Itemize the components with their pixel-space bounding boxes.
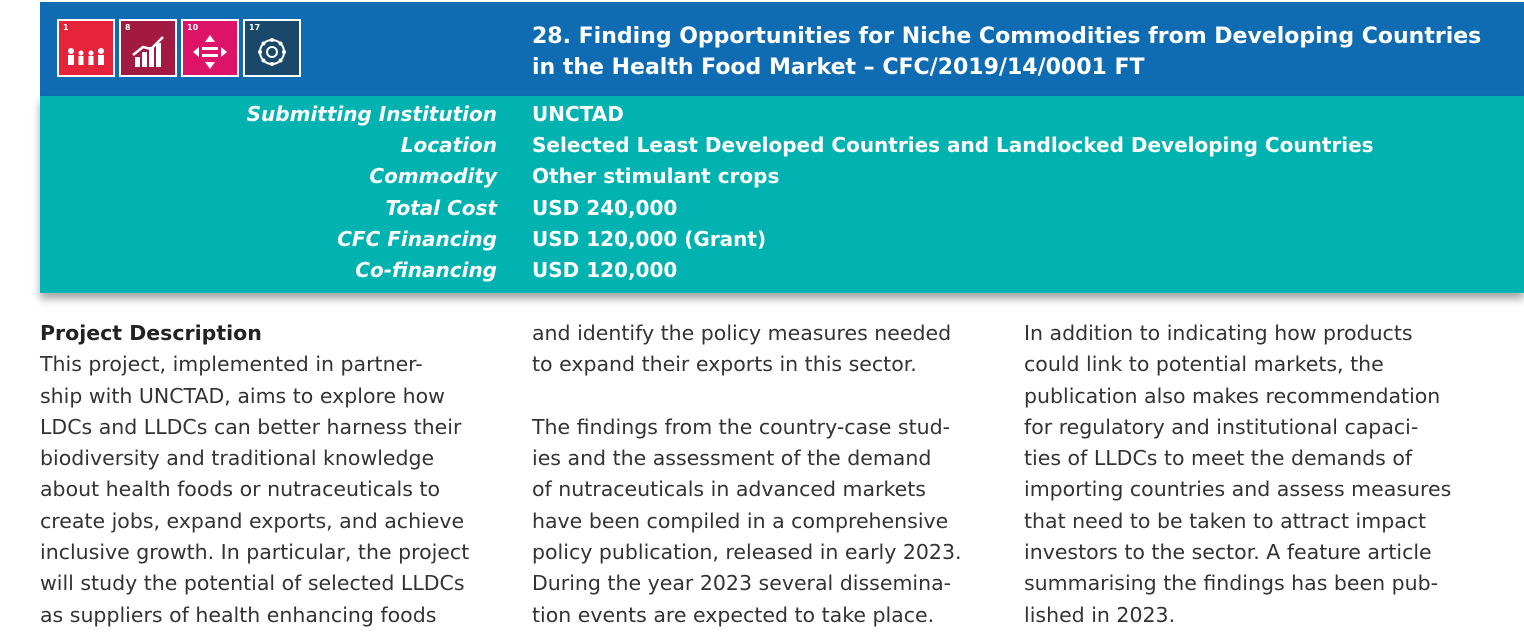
text-line: tion events are expected to take place. bbox=[532, 602, 935, 627]
info-value: USD 120,000 (Grant) bbox=[532, 226, 767, 251]
info-value: USD 120,000 bbox=[532, 258, 678, 282]
text-line: ship with UNCTAD, aims to explore how bbox=[40, 383, 445, 408]
info-label: Commodity bbox=[369, 164, 497, 189]
text-line: LDCs and LLDCs can better harness their bbox=[40, 414, 462, 439]
text-line: biodiversity and traditional knowledge bbox=[40, 446, 435, 471]
info-label: CFC Financing bbox=[337, 226, 497, 251]
section-heading: Project Description bbox=[40, 321, 262, 345]
text-line: to expand their exports in this sector. bbox=[532, 352, 917, 377]
text-line: and identify the policy measures needed bbox=[532, 321, 952, 345]
text-line: importing countries and assess measures bbox=[1024, 477, 1452, 502]
info-value: Selected Least Developed Countries and Landlocked Developing Countries bbox=[532, 133, 1374, 158]
text-line: ties of LLDCs to meet the demands of bbox=[1024, 446, 1413, 471]
text-line: During the year 2023 several dissemina- bbox=[532, 571, 952, 596]
text-line: as suppliers of health enhancing foods bbox=[40, 602, 437, 627]
info-label: Co-financing bbox=[355, 258, 497, 282]
info-row-total-cost bbox=[40, 192, 1524, 223]
text-line: of nutraceuticals in advanced markets bbox=[532, 477, 926, 502]
body-column-3 bbox=[1024, 318, 1464, 631]
text-line: This project, implemented in partner- bbox=[40, 352, 423, 377]
text-line: lished in 2023. bbox=[1024, 602, 1176, 627]
info-value: USD 240,000 bbox=[532, 195, 678, 220]
text-line: The findings from the country-case stud- bbox=[532, 414, 951, 439]
project-info-panel bbox=[40, 96, 1524, 293]
text-line: In addition to indicating how products bbox=[1024, 321, 1413, 345]
sdg-icon-row bbox=[57, 19, 301, 77]
sdg-1-no-poverty-icon: 1 bbox=[57, 19, 115, 77]
text-line: have been compiled in a comprehensive bbox=[532, 508, 949, 533]
info-row-co-financing bbox=[40, 254, 1524, 285]
text-line: inclusive growth. In particular, the project bbox=[40, 540, 470, 565]
info-row-submitting-institution bbox=[40, 98, 1524, 129]
body-column-2 bbox=[532, 318, 972, 631]
info-label: Submitting Institution bbox=[246, 102, 497, 126]
info-row-cfc-financing bbox=[40, 223, 1524, 254]
paragraph-gap bbox=[532, 381, 972, 412]
sdg-8-decent-work-icon: 8 bbox=[119, 19, 177, 77]
text-line: for regulatory and institutional capaci- bbox=[1024, 414, 1419, 439]
project-title-line-2: in the Health Food Market – CFC/2019/14/0001 FT bbox=[532, 55, 1145, 80]
info-value: UNCTAD bbox=[532, 102, 624, 126]
sdg-10-reduced-inequalities-icon: 10 bbox=[181, 19, 239, 77]
text-line: about health foods or nutraceuticals to bbox=[40, 477, 441, 502]
info-value: Other stimulant crops bbox=[532, 164, 780, 189]
text-line: create jobs, expand exports, and achieve bbox=[40, 508, 465, 533]
info-row-location bbox=[40, 129, 1524, 160]
text-line: that need to be taken to attract impact bbox=[1024, 508, 1427, 533]
body-column-1 bbox=[40, 318, 480, 631]
sdg-17-partnerships-icon: 17 bbox=[243, 19, 301, 77]
text-line: ies and the assessment of the demand bbox=[532, 446, 932, 471]
text-line: investors to the sector. A feature article bbox=[1024, 540, 1432, 565]
text-line: policy publication, released in early 2023. bbox=[532, 540, 962, 565]
text-line: summarising the findings has been pub- bbox=[1024, 571, 1439, 596]
project-title-line-1: 28. Finding Opportunities for Niche Commodities from Developing Countries bbox=[532, 24, 1482, 49]
info-label: Location bbox=[400, 133, 497, 158]
text-line: could link to potential markets, the bbox=[1024, 352, 1384, 377]
text-line: will study the potential of selected LLDCs bbox=[40, 571, 465, 596]
project-title bbox=[532, 21, 1512, 83]
info-row-commodity bbox=[40, 160, 1524, 191]
text-line: publication also makes recommendation bbox=[1024, 383, 1441, 408]
project-header bbox=[40, 2, 1524, 96]
info-label: Total Cost bbox=[385, 195, 497, 220]
